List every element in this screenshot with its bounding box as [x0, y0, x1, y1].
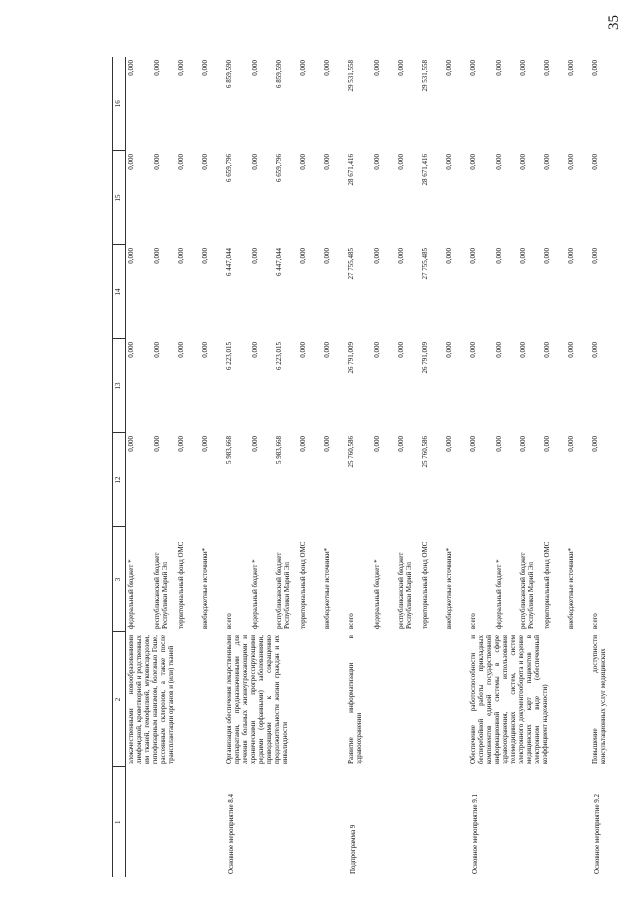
funding-value: 29 531,558 — [421, 60, 429, 92]
funding-value: 0,000 — [127, 248, 135, 264]
funding-source: всего — [347, 613, 355, 629]
funding-value: 0,000 — [495, 60, 503, 76]
funding-value: 0,000 — [543, 436, 551, 452]
funding-source: внебюджетные источники* — [323, 547, 331, 629]
funding-value: 0,000 — [469, 248, 477, 264]
funding-value: 6 659,796 — [225, 154, 233, 182]
funding-value: 25 760,586 — [347, 436, 355, 468]
funding-value: 0,000 — [299, 60, 307, 76]
funding-value: 0,000 — [397, 248, 405, 264]
funding-value: 0,000 — [177, 60, 185, 76]
funding-source: всего — [225, 613, 233, 629]
funding-value: 0,000 — [543, 60, 551, 76]
funding-value: 29 531,558 — [347, 60, 355, 92]
budget-table — [112, 57, 616, 877]
funding-value: 6 859,590 — [225, 60, 233, 88]
funding-value: 0,000 — [543, 154, 551, 170]
funding-value: 0,000 — [591, 154, 599, 170]
funding-value: 0,000 — [445, 436, 453, 452]
funding-value: 0,000 — [445, 342, 453, 358]
funding-value: 0,000 — [299, 248, 307, 264]
measure-description: злокачественными новообразованиями лимфоидной, кроветворной и родственных им тканей, гемофилией, муковисцидозом, гипофизарным нанизмом, болезнью Гоше, рассеянным склерозом, а также после трансплантации органов и (или) тканей — [127, 635, 175, 764]
funding-value: 0,000 — [567, 154, 575, 170]
funding-value: 6 447,044 — [275, 248, 283, 276]
funding-value: 0,000 — [445, 154, 453, 170]
funding-source: федеральный бюджет * — [495, 559, 503, 629]
funding-value: 0,000 — [177, 154, 185, 170]
funding-value: 0,000 — [299, 342, 307, 358]
funding-source: внебюджетные источники* — [445, 547, 453, 629]
funding-value: 6 659,796 — [275, 154, 283, 182]
funding-source: республиканский бюджет Республики Марий Эл — [275, 552, 291, 629]
funding-value: 0,000 — [127, 342, 135, 358]
table-row — [224, 57, 250, 877]
column-number: 16 — [113, 57, 126, 151]
funding-value: 6 447,044 — [225, 248, 233, 276]
funding-value: 0,000 — [495, 248, 503, 264]
funding-value: 6 859,590 — [275, 60, 283, 88]
funding-value: 0,000 — [543, 342, 551, 358]
column-number: 12 — [113, 433, 126, 527]
funding-source: внебюджетные источники* — [567, 547, 575, 629]
funding-value: 0,000 — [519, 436, 527, 452]
funding-value: 6 223,015 — [225, 342, 233, 370]
funding-source: федеральный бюджет * — [127, 559, 135, 629]
funding-source: республиканский бюджет Республики Марий Эл — [397, 552, 413, 629]
funding-value: 0,000 — [445, 60, 453, 76]
funding-value: 0,000 — [323, 436, 331, 452]
funding-value: 0,000 — [495, 436, 503, 452]
measure-description: Обеспечение работоспособности и бесперебойной работы прикладных компонентов единой государственной информационной системы в сфере здравоохранения, использования телемедицинских систем, систем электронного документооборота и ведение медицинских карт пациентов в электронном виде (обеспеченный коэффициент надежности) — [469, 635, 549, 764]
funding-value: 0,000 — [567, 342, 575, 358]
funding-value: 0,000 — [201, 342, 209, 358]
funding-value: 0,000 — [469, 154, 477, 170]
funding-value: 0,000 — [251, 436, 259, 452]
funding-source: территориальный фонд ОМС — [421, 541, 429, 629]
funding-value: 0,000 — [567, 60, 575, 76]
funding-value: 0,000 — [469, 60, 477, 76]
budget-table-sheet — [112, 57, 622, 877]
funding-value: 25 760,586 — [421, 436, 429, 468]
funding-value: 0,000 — [373, 60, 381, 76]
funding-source: федеральный бюджет * — [251, 559, 259, 629]
funding-source: внебюджетные источники* — [201, 547, 209, 629]
funding-value: 0,000 — [153, 154, 161, 170]
funding-value: 0,000 — [543, 248, 551, 264]
funding-value: 0,000 — [373, 248, 381, 264]
funding-value: 0,000 — [201, 154, 209, 170]
funding-value: 0,000 — [373, 154, 381, 170]
table-row — [468, 57, 494, 877]
funding-value: 0,000 — [567, 436, 575, 452]
table-row — [126, 57, 153, 877]
column-number: 13 — [113, 339, 126, 433]
funding-source: территориальный фонд ОМС — [543, 541, 551, 629]
measure-code: Основное мероприятие 8.4 — [227, 793, 235, 874]
funding-value: 0,000 — [153, 436, 161, 452]
table-row — [346, 57, 372, 877]
funding-value: 0,000 — [469, 436, 477, 452]
funding-value: 0,000 — [495, 154, 503, 170]
column-number-row — [113, 57, 126, 877]
funding-value: 28 671,416 — [347, 154, 355, 186]
funding-value: 0,000 — [519, 342, 527, 358]
measure-code: Основное мероприятие 9.1 — [471, 793, 479, 874]
measure-description: Организация обеспечения лекарственными препаратами, предназначенными для лечения больных жизнеугрожающими и хроническими прогрессирующими редкими (орфанными) заболеваниями, приводящими к сокращению продолжительности жизни граждан и их инвалидности — [225, 635, 289, 764]
funding-value: 0,000 — [397, 342, 405, 358]
funding-value: 0,000 — [201, 60, 209, 76]
funding-value: 26 791,009 — [421, 342, 429, 374]
funding-value: 0,000 — [153, 248, 161, 264]
measure-code: Основное мероприятие 9.2 — [593, 793, 601, 874]
funding-value: 0,000 — [397, 436, 405, 452]
column-number: 1 — [113, 767, 126, 877]
funding-value: 6 223,015 — [275, 342, 283, 370]
funding-value: 27 755,485 — [421, 248, 429, 280]
funding-value: 0,000 — [323, 154, 331, 170]
funding-value: 0,000 — [323, 248, 331, 264]
funding-source: республиканский бюджет Республики Марий Эл — [519, 552, 535, 629]
funding-value: 0,000 — [153, 342, 161, 358]
funding-source: всего — [591, 613, 599, 629]
funding-value: 0,000 — [397, 60, 405, 76]
funding-value: 0,000 — [251, 154, 259, 170]
column-number: 14 — [113, 245, 126, 339]
funding-value: 0,000 — [373, 342, 381, 358]
funding-value: 0,000 — [519, 60, 527, 76]
funding-value: 0,000 — [251, 60, 259, 76]
funding-value: 0,000 — [445, 248, 453, 264]
funding-value: 0,000 — [127, 154, 135, 170]
column-number: 15 — [113, 151, 126, 245]
measure-description: Развитие информатизации в здравоохранении — [347, 635, 363, 764]
funding-value: 0,000 — [519, 248, 527, 264]
measure-description: Повышение доступности консультационных услуг медицинских — [591, 635, 607, 764]
funding-value: 0,000 — [127, 60, 135, 76]
funding-value: 0,000 — [591, 436, 599, 452]
funding-value: 0,000 — [251, 342, 259, 358]
funding-value: 0,000 — [373, 436, 381, 452]
measure-code: Подпрограмма 9 — [349, 824, 357, 874]
funding-value: 0,000 — [177, 342, 185, 358]
funding-source: территориальный фонд ОМС — [299, 541, 307, 629]
funding-source: территориальный фонд ОМС — [177, 541, 185, 629]
funding-source: республиканский бюджет Республики Марий Эл — [153, 552, 169, 629]
measure-code — [126, 767, 225, 877]
funding-value: 0,000 — [567, 248, 575, 264]
page-number: 35 — [606, 15, 622, 30]
funding-value: 0,000 — [299, 436, 307, 452]
funding-value: 0,000 — [397, 154, 405, 170]
funding-value: 0,000 — [591, 60, 599, 76]
funding-value: 0,000 — [323, 60, 331, 76]
table-row — [590, 57, 616, 877]
funding-source: федеральный бюджет * — [373, 559, 381, 629]
table-body — [126, 57, 617, 877]
funding-value: 5 983,668 — [275, 436, 283, 464]
funding-value: 0,000 — [201, 436, 209, 452]
column-number: 2 — [113, 632, 126, 767]
funding-value: 0,000 — [323, 342, 331, 358]
funding-value: 28 671,416 — [421, 154, 429, 186]
funding-value: 5 983,668 — [225, 436, 233, 464]
funding-value: 0,000 — [177, 248, 185, 264]
funding-value: 0,000 — [153, 60, 161, 76]
funding-value: 0,000 — [519, 154, 527, 170]
funding-value: 0,000 — [251, 248, 259, 264]
column-number: 3 — [113, 527, 126, 632]
funding-value: 0,000 — [591, 342, 599, 358]
funding-value: 0,000 — [591, 248, 599, 264]
funding-value: 27 755,485 — [347, 248, 355, 280]
funding-value: 0,000 — [177, 436, 185, 452]
funding-value: 0,000 — [495, 342, 503, 358]
funding-value: 0,000 — [201, 248, 209, 264]
funding-value: 0,000 — [469, 342, 477, 358]
funding-value: 0,000 — [127, 436, 135, 452]
funding-value: 26 791,009 — [347, 342, 355, 374]
funding-value: 0,000 — [299, 154, 307, 170]
funding-source: всего — [469, 613, 477, 629]
